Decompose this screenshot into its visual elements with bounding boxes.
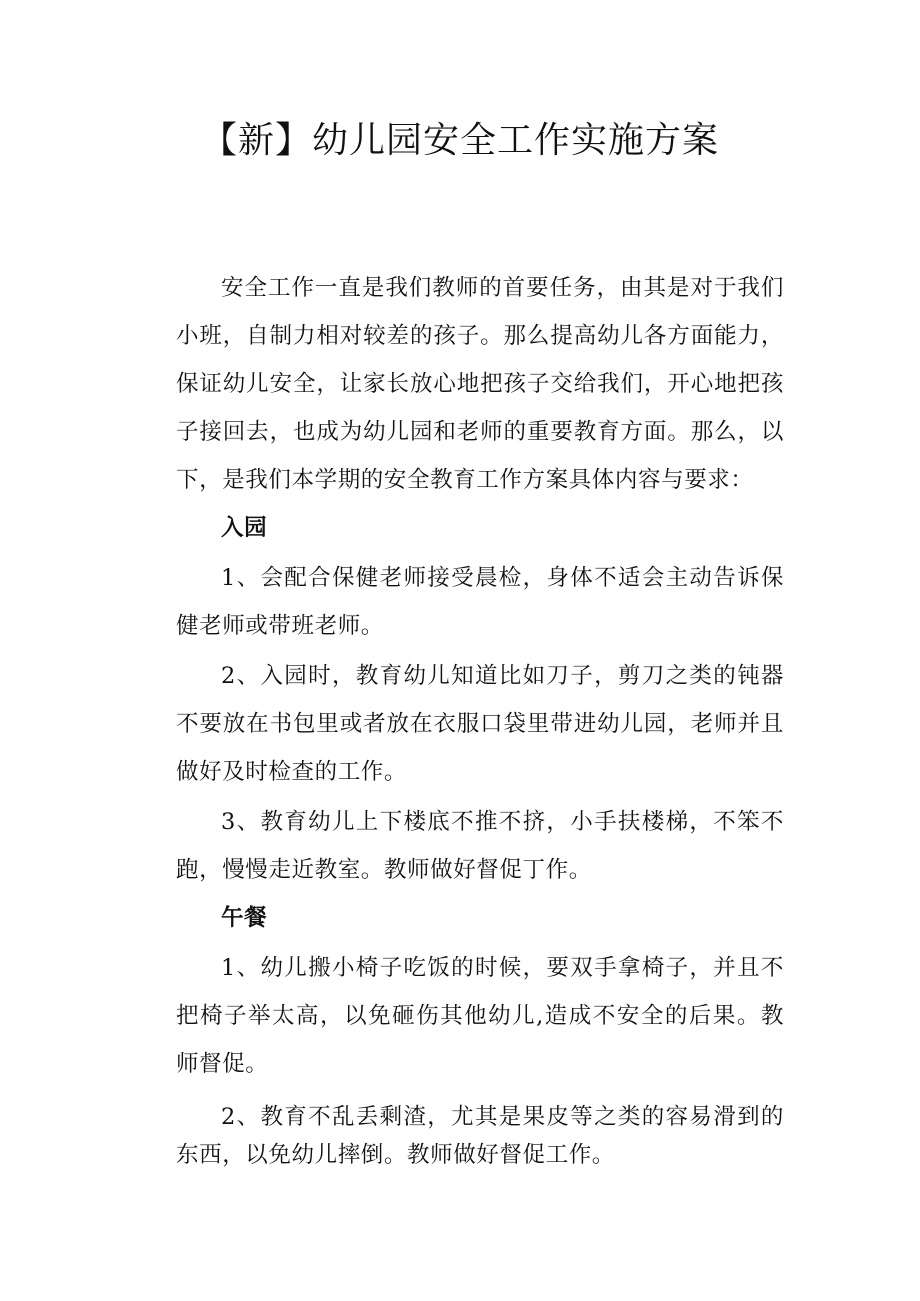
arrival-item-3: 3、教育幼儿上下楼底不推不挤，小手扶楼梯，不笨不跑，慢慢走近教室。教师做好督促丁作。 [176, 809, 784, 883]
arrival-item-1: 1、会配合保健老师接受晨检，身体不适会主动告诉保健老师或带班老师。 [176, 565, 784, 639]
lunch-item-1: 1、幼儿搬小椅子吃饭的时候，要双手拿椅子，并且不把椅子举太高，以免砸伤其他幼儿,造成不安全的后果。教师督促。 [176, 955, 784, 1077]
document-body [176, 264, 784, 1174]
intro-paragraph: 安全工作一直是我们教师的首要任务，由其是对于我们小班，自制力相对较差的孩子。那么提高幼儿各方面能力，保证幼儿安全，让家长放心地把孩子交给我们，开心地把孩子接回去，也成为幼儿园和老师的重要教育方面。那么，以下，是我们本学期的安全教育工作方案具体内容与要求： [176, 275, 784, 493]
lunch-item-2: 2、教育不乱丢剩渣，尤其是果皮等之类的容易滑到的东西，以免幼儿摔倒。教师做好督促工作。 [176, 1104, 784, 1168]
section-heading-arrival: 入园 [221, 515, 268, 541]
section-heading-lunch: 午餐 [221, 905, 268, 931]
document-title: 【新】幼儿园安全工作实施方案 [200, 120, 719, 161]
arrival-item-2: 2、入园时，教育幼儿知道比如刀子，剪刀之类的钝器不要放在书包里或者放在衣服口袋里带进幼儿园，老师并且做好及时检查的工作。 [176, 663, 784, 785]
